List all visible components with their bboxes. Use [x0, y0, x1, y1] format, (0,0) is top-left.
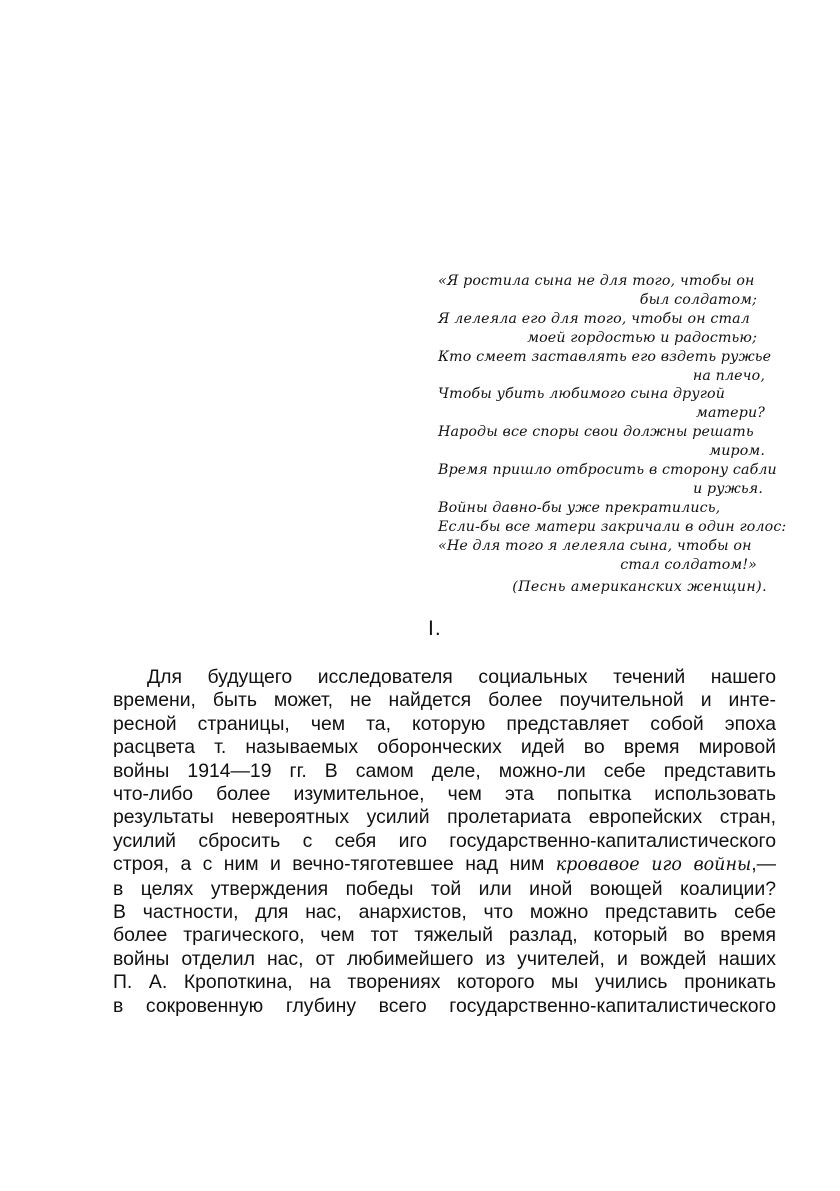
paragraph-line: войны 1914—19 гг. В самом деле, можно-ли себе представить: [113, 759, 776, 782]
paragraph-line: П. А. Кропоткина, на творениях которого мы учились проникать: [113, 971, 776, 994]
paragraph-line: результаты невероятных усилий пролетариата европейских стран,: [113, 806, 776, 829]
epigraph-line: «Не для того я лелеяла сына, чтобы он: [438, 537, 752, 554]
paragraph-line: ресной страницы, чем та, которую представляет собой эпоха: [113, 712, 776, 735]
paragraph-line: более трагического, чем тот тяжелый разлад, который во время: [113, 924, 776, 947]
paragraph-line: времени, быть может, не найдется более поучительной и инте-: [113, 689, 776, 712]
epigraph-line: «Я ростила сына не для того, чтобы он: [438, 273, 755, 289]
paragraph-line: расцвета т. называемых оборонческих идей во время мировой: [113, 736, 776, 759]
line-text: ,—: [751, 853, 776, 876]
paragraph-line: усилий сбросить с себя иго государственно-капиталистического: [113, 829, 776, 852]
paragraph-line: В частности, для нас, анархистов, что можно представить себе: [113, 901, 776, 924]
line-text: строя, а с ним и вечно-тяготевшее над ним: [113, 853, 556, 876]
epigraph-line: Если-бы все матери закричали в один голос:: [438, 518, 787, 535]
epigraph-line: Время пришло отбросить в сторону сабли: [438, 462, 777, 479]
paragraph-line: войны отделил нас, от любимейшего из учителей, и вождей наших: [113, 947, 776, 970]
epigraph-line: Войны давно-бы уже прекратились,: [438, 499, 721, 516]
epigraph-line: Народы все споры свои должны решать: [438, 424, 754, 441]
paragraph-line: Для будущего исследователя социальных течений нашего: [147, 666, 776, 688]
epigraph-line: матери?: [696, 405, 765, 422]
section-number: I.: [428, 617, 442, 640]
epigraph-line: был солдатом;: [639, 291, 757, 308]
epigraph-line: Я лелеяла его для того, чтобы он стал: [438, 310, 750, 327]
epigraph-line: и ружья.: [693, 480, 763, 497]
paragraph-line: в целях утверждения победы той или иной воющей коалиции?: [113, 877, 776, 900]
paragraph-line: что-либо более изумительное, чем эта попытка использовать: [113, 783, 776, 806]
epigraph-line: стал солдатом!»: [620, 556, 757, 573]
epigraph-line: на плечо,: [692, 367, 765, 384]
emphasized-phrase: кровавое иго войны: [555, 855, 752, 876]
epigraph-poem: [438, 272, 787, 596]
paragraph-line-with-emphasis: [113, 853, 776, 877]
epigraph-line: Кто смеет заставлять его вздеть ружье: [438, 348, 772, 365]
epigraph-line: моей гордостью и радостью;: [527, 329, 757, 346]
epigraph-source: (Песнь американских женщин).: [512, 578, 767, 595]
paragraph-line: в сокровенную глубину всего государственно-капиталистического: [113, 994, 776, 1017]
main-paragraph: [113, 666, 776, 1018]
epigraph-line: Чтобы убить любимого сына другой: [438, 386, 726, 403]
epigraph-line: миром.: [709, 443, 765, 460]
